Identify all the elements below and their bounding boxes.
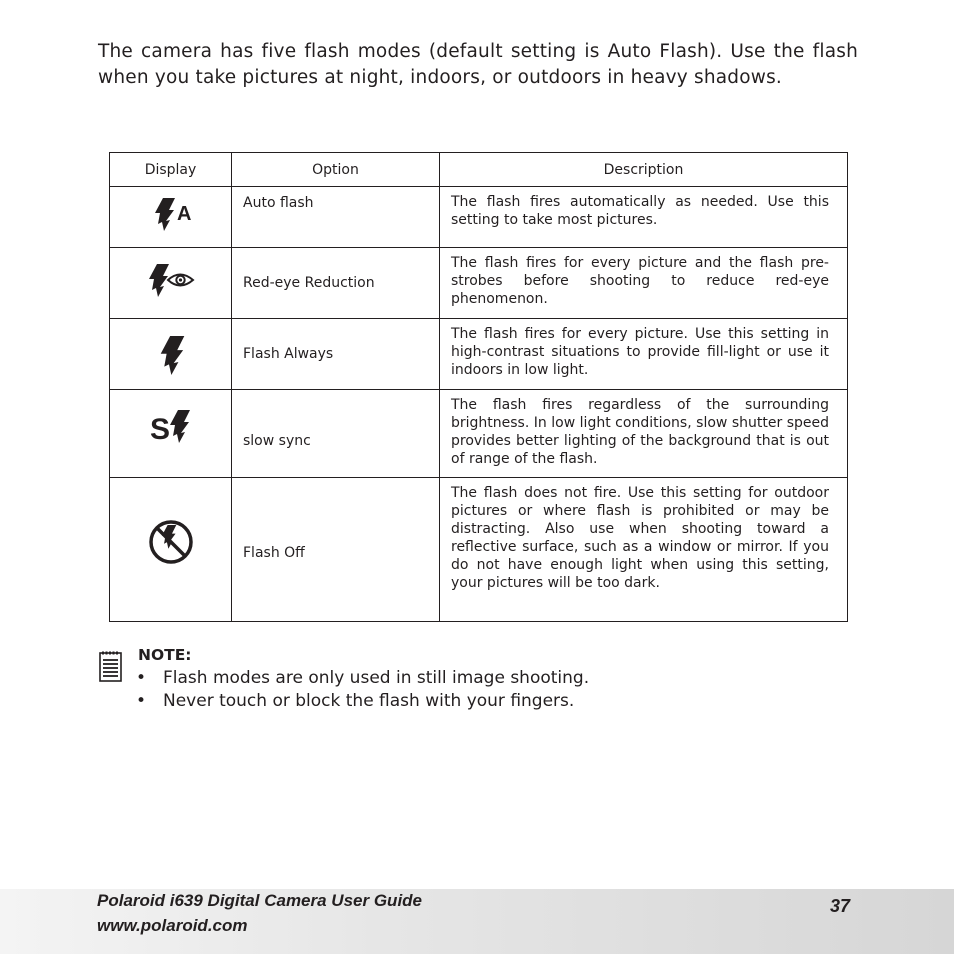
svg-text:A: A [176,203,191,225]
footer-title: Polaroid i639 Digital Camera User Guide [97,891,423,910]
option-cell: Flash Off [232,478,440,622]
flash-off-icon [148,519,194,565]
intro-paragraph: The camera has five flash modes (default setting is Auto Flash). Use the flash when you take pictures at night, indoors, or outdoors in heavy shadows. [98,41,858,88]
option-cell: Flash Always [232,319,440,390]
note-pad-icon [99,651,123,683]
display-cell [110,248,232,319]
note-list [136,667,589,712]
list-item [136,667,589,690]
bullet: • [136,690,147,711]
display-cell [110,319,232,390]
bullet: • [136,668,147,688]
list-item [136,690,589,713]
display-cell [110,478,232,622]
note-text: Never touch or block the flash with your fingers. [163,690,575,711]
column-header-description: Description [440,153,848,187]
table-row [110,478,848,622]
flash-red-eye-icon [145,263,197,299]
page-number: 37 [830,896,851,916]
display-cell [110,187,232,248]
table-row [110,390,848,478]
option-cell: Red-eye Reduction [232,248,440,319]
flash-auto-icon [150,196,192,234]
note-title: NOTE: [138,646,192,664]
table-row [110,319,848,390]
table-header-row [110,153,848,187]
description-cell: The flash fires for every picture and the flash pre-strobes before shooting to reduce red-eye phenomenon. [440,248,848,319]
flash-slow-sync-icon [150,409,192,445]
flash-modes-table [109,152,848,622]
column-header-option: Option [232,153,440,187]
note-text: Flash modes are only used in still image shooting. [163,668,590,688]
description-cell: The flash fires regardless of the surrounding brightness. In low light conditions, slow shutter speed provides better lighting of the background that is out of range of the flash. [440,390,848,478]
description-cell: The flash fires automatically as needed. Use this setting to take most pictures. [440,187,848,248]
display-cell [110,390,232,478]
option-cell: slow sync [232,390,440,478]
description-cell: The flash does not fire. Use this setting for outdoor pictures or where flash is prohibited or may be distracting. Also use when shooting toward a reflective surface, such as a window or mirror. If you do not have enough light when using this setting, your pictures will be too dark. [440,478,848,622]
description-cell: The flash fires for every picture. Use this setting in high-contrast situations to provide fill-light or use it indoors in low light. [440,319,848,390]
svg-text:S: S [149,412,170,445]
table-row [110,248,848,319]
option-cell: Auto flash [232,187,440,248]
table-row [110,187,848,248]
column-header-display: Display [110,153,232,187]
footer-url: www.polaroid.com [97,916,248,935]
flash-always-icon [156,336,186,378]
